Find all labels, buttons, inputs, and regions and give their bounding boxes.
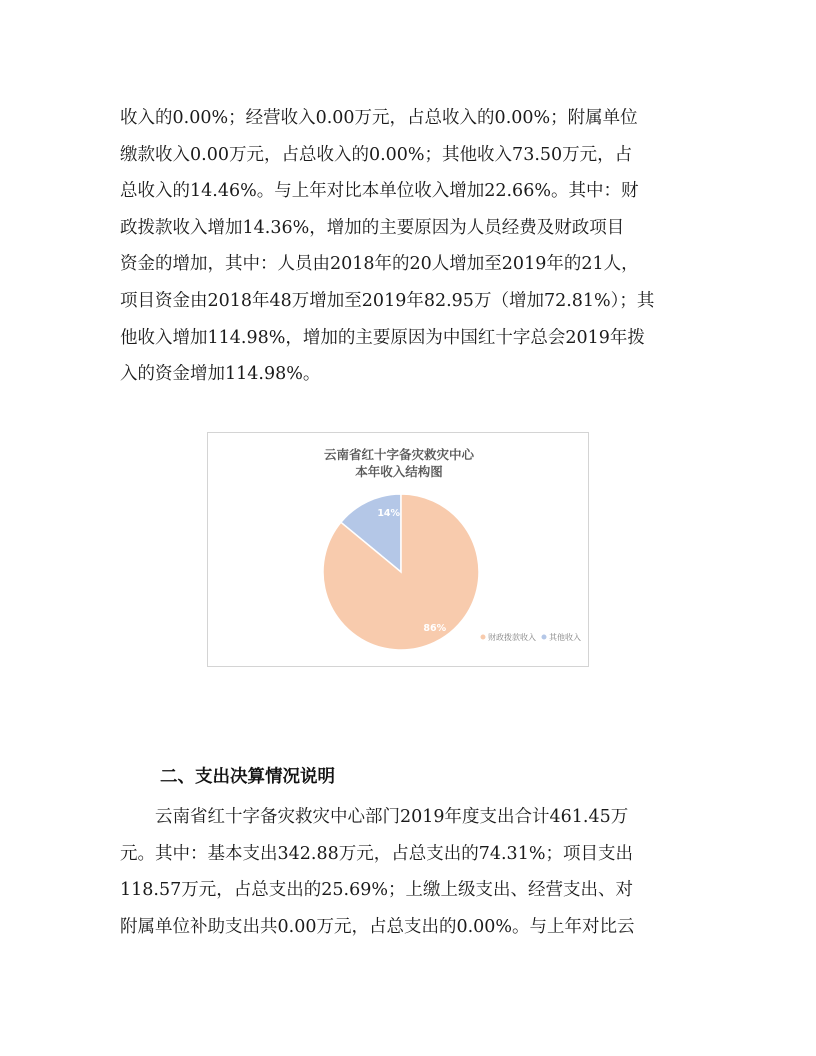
paragraph-line: 附属单位补助支出共0.00万元，占总支出的0.00%。与上年对比云: [120, 916, 635, 937]
legend-label-2: 其他收入: [549, 633, 581, 642]
paragraph-line: 元。其中：基本支出342.88万元，占总支出的74.31%；项目支出: [120, 843, 633, 864]
legend-marker-2: [542, 635, 547, 640]
paragraph-line: 云南省红十字备灾救灾中心部门2019年度支出合计461.45万: [155, 807, 629, 827]
paragraph-line: 总收入的14.46%。与上年对比本单位收入增加22.66%。其中：财: [120, 181, 639, 202]
paragraph-line: 118.57万元，占总支出的25.69%；上缴上级支出、经营支出、对: [120, 880, 633, 901]
income-structure-chart: [207, 432, 589, 667]
paragraph-line: 他收入增加114.98%，增加的主要原因为中国红十字总会2019年拨: [120, 327, 645, 348]
pie-chart-svg: [208, 433, 590, 668]
paragraph-line: 缴款收入0.00万元，占总收入的0.00%；其他收入73.50万元，占: [120, 144, 633, 165]
pie-data-label-2: 14%: [377, 508, 401, 519]
section-heading: 二、支出决算情况说明: [160, 767, 335, 787]
legend-label-1: 财政拨款收入: [488, 633, 536, 642]
paragraph-line: 项目资金由2018年48万增加至2019年82.95万（增加72.81%）；其: [120, 290, 655, 311]
paragraph-line: 收入的0.00%；经营收入0.00万元，占总收入的0.00%；附属单位: [120, 108, 638, 128]
pie-data-label-1: 86%: [423, 623, 447, 635]
income-paragraph: [120, 100, 700, 393]
paragraph-line: 资金的增加，其中：人员由2018年的20人增加至2019年的21人，: [120, 254, 639, 275]
chart-title-line-2: 本年收入结构图: [355, 464, 443, 479]
legend-marker-1: [481, 635, 486, 640]
expenditure-paragraph: [120, 799, 700, 945]
pie-slices: [323, 494, 479, 650]
chart-title-line-1: 云南省红十字备灾救灾中心: [323, 447, 475, 462]
paragraph-line: 入的资金增加114.98%。: [120, 364, 321, 385]
paragraph-line: 政拨款收入增加14.36%，增加的主要原因为人员经费及财政项目: [120, 217, 625, 238]
chart-legend: [481, 632, 582, 642]
